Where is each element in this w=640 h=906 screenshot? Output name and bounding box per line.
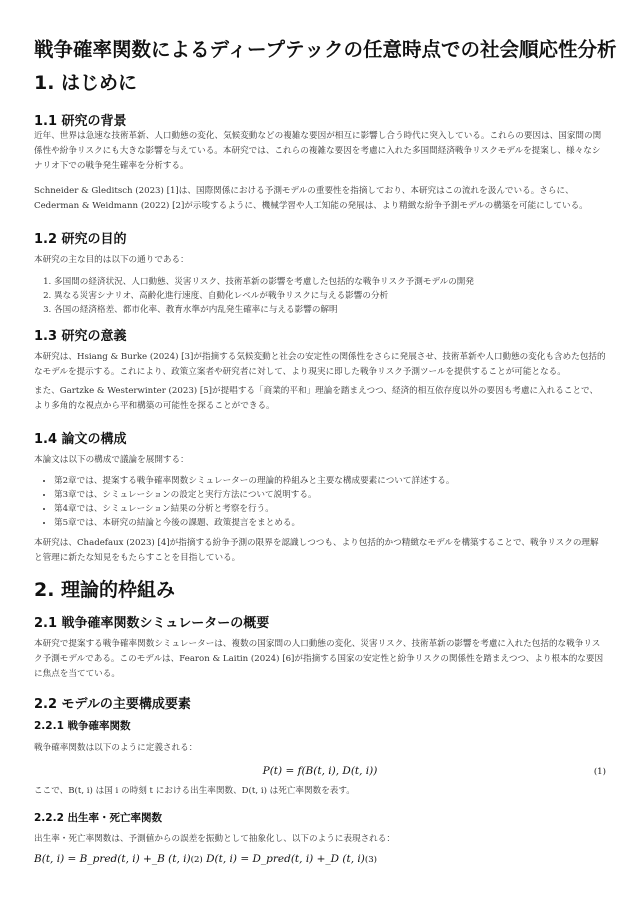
section-1-1-paragraph-1: 近年、世界は急速な技術革新、人口動態の変化、気候変動などの複雑な要因が相互に影響し合う時代に突入している。これらの要因は、国家間の関係性や紛争リスクにも大きな影響を与えている。本研究では、これらの複雑な要因を考慮に入れた多国間経済戦争リスクモデルを提案し、様々なシナリオ下での戦争発生確率を分析する。: [34, 131, 602, 171]
section-1-3-paragraph-2: また、Gartzke & Westerwinter (2023) [5]が提唱する「商業的平和」理論を踏まえつつ、経済的相互依存度以外の要因も考慮に入れることで、より多角的な視点から平和構築の可能性を探ることができる。: [34, 386, 599, 411]
equation-1-body: P(t) = f(B(t, i), D(t, i)): [262, 765, 378, 777]
equation-2: B(t, i) = B_pred(t, i) +_B (t, i): [34, 853, 191, 865]
objective-item: 1. 多国間の経済状況、人口動態、災害リスク、技術革新の影響を考慮した包括的な戦争リスク予測モデルの開発: [54, 275, 606, 289]
section-1-1-heading: 1.1 研究の背景: [34, 114, 127, 129]
structure-item: • 第4章では、シミュレーション結果の分析と考察を行う。: [54, 502, 606, 516]
section-2-2-heading: 2.2 モデルの主要構成要素: [34, 697, 191, 712]
structure-list: [34, 474, 606, 530]
equation-2-3-body: [34, 853, 606, 865]
section-1-2-intro: 本研究の主な目的は以下の通りである：: [34, 255, 189, 265]
structure-item: • 第3章では、シミュレーションの設定と実行方法について説明する。: [54, 488, 606, 502]
section-1-3-heading: 1.3 研究の意義: [34, 329, 127, 344]
section-1-4-intro: 本論文は以下の構成で議論を展開する：: [34, 455, 189, 465]
structure-item: • 第2章では、提案する戦争確率関数シミュレーターの理論的枠組みと主要な構成要素について詳述する。: [54, 474, 606, 488]
section-1-1-paragraph-2: Schneider & Gleditsch (2023) [1]は、国際関係における予測モデルの重要性を指摘しており、本研究はこの流れを汲んでいる。さらに、Cederman & Weidmann (2022) [2]が示唆するように、機械学習や人工知能の発展は、より精緻な紛争予測モデルの構築を可能にしている。: [34, 186, 588, 211]
paper-title: 戦争確率関数によるディープテックの任意時点での社会順応性分析: [34, 38, 617, 61]
section-2-2-1-heading: 2.2.1 戦争確率関数: [34, 720, 131, 732]
section-2-2-1-after: ここで、B(t, i) は国 i の時刻 t における出生率関数、D(t, i) は死亡率関数を表す。: [34, 786, 355, 796]
objective-item: 3. 各国の経済格差、都市化率、教育水準が内乱発生確率に与える影響の解明: [54, 303, 606, 317]
section-2-2-2-heading: 2.2.2 出生率・死亡率関数: [34, 812, 163, 824]
section-1-2-heading: 1.2 研究の目的: [34, 232, 127, 247]
equation-3: D(t, i) = D_pred(t, i) +_D (t, i): [206, 853, 365, 865]
section-1-4-paragraph-2: 本研究は、Chadefaux (2023) [4]が指摘する紛争予測の限界を認識しつつも、より包括的かつ精緻なモデルを構築することで、戦争リスクの理解と管理に新たな知見をもたらすことを目指している。: [34, 538, 599, 563]
objective-item: 2. 異なる災害シナリオ、高齢化進行速度、自動化レベルが戦争リスクに与える影響の分析: [54, 289, 606, 303]
section-2-2-1-intro: 戦争確率関数は以下のように定義される：: [34, 743, 198, 753]
equation-1-number: (1): [593, 767, 606, 777]
equation-3-number: (3): [364, 855, 378, 865]
section-2-heading: 2. 理論的枠組み: [34, 579, 176, 601]
objectives-list: [34, 275, 606, 317]
equation-2-number: (2): [190, 855, 203, 865]
section-1-4-heading: 1.4 論文の構成: [34, 432, 127, 447]
structure-item: • 第5章では、本研究の結論と今後の課題、政策提言をまとめる。: [54, 516, 606, 530]
section-2-1-paragraph-1: 本研究で提案する戦争確率関数シミュレーターは、複数の国家間の人口動態の変化、災害リスク、技術革新の影響を考慮に入れた包括的な戦争リスク予測モデルである。このモデルは、Fearon & Laitin (2024) [6]が指摘する国家の安定性と紛争リスクの関係性を踏まえつつ、より根本的な要因に焦点を当てている。: [34, 639, 604, 679]
section-1-heading: 1. はじめに: [34, 72, 138, 94]
section-2-1-heading: 2.1 戦争確率関数シミュレーターの概要: [34, 616, 270, 631]
section-1-3-paragraph-1: 本研究は、Hsiang & Burke (2024) [3]が指摘する気候変動と社会の安定性の関係性をさらに発展させ、技術革新や人口動態の変化も含めた包括的なモデルを提示する。これにより、政策立案者や研究者に対して、より現実に即した戦争リスク予測ツールを提供することが可能となる。: [34, 352, 606, 377]
section-2-2-2-intro: 出生率・死亡率関数は、予測値からの誤差を振動として抽象化し、以下のように表現される：: [34, 834, 395, 844]
